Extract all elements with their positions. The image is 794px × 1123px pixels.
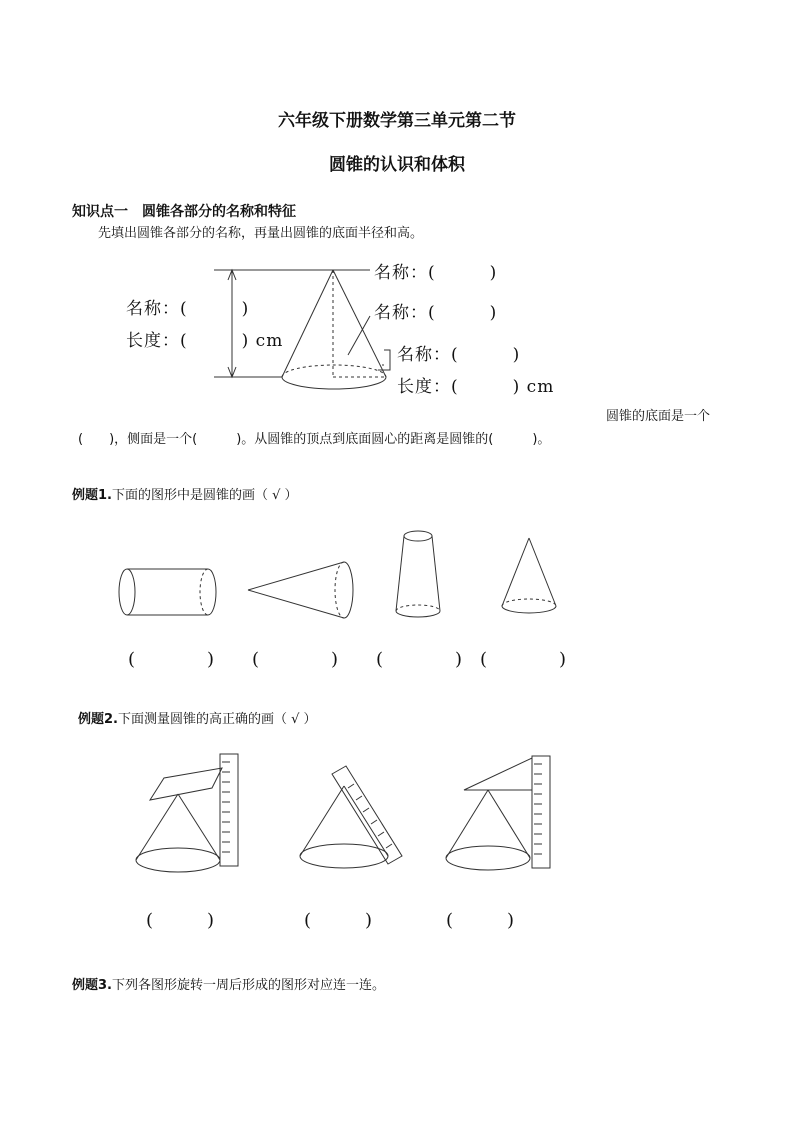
instruction-text: 先填出圆锥各部分的名称，再量出圆锥的底面半径和高。: [98, 226, 424, 241]
example2-number: 2.: [104, 712, 118, 727]
example3-text: 下列各图形旋转一周后形成的图形对应连一连。: [112, 978, 386, 993]
example1-answer-1[interactable]: ( ): [128, 649, 215, 670]
measure-figure-1: [136, 754, 238, 872]
example2-answer-1[interactable]: ( ): [146, 910, 215, 931]
example2-label: 例题: [78, 712, 105, 727]
example2-answer-2[interactable]: ( ): [304, 910, 373, 931]
measure-figure-2: [300, 766, 402, 868]
measure-figure-3: [446, 756, 550, 870]
example1-number: 1.: [98, 488, 112, 503]
page-subtitle: 圆锥的认识和体积: [329, 155, 465, 175]
example2-text: 下面测量圆锥的高正确的画（ √ ）: [118, 712, 317, 727]
label-name-mid: 名称：( ): [374, 303, 498, 323]
example1-text: 下面的图形中是圆锥的画（ √ ）: [112, 488, 298, 503]
page-title: 六年级下册数学第三单元第二节: [278, 111, 516, 131]
example1-answer-2[interactable]: ( ): [252, 649, 339, 670]
example2-answer-3[interactable]: ( ): [446, 910, 515, 931]
fill-sentence-line1: 圆锥的底面是一个: [606, 409, 711, 424]
example3-prompt: [72, 974, 385, 993]
example1-answer-3[interactable]: ( ): [376, 649, 463, 670]
label-length-left: 长度：( ) cm: [126, 331, 284, 351]
section-heading: 知识点一 圆锥各部分的名称和特征: [72, 204, 296, 220]
label-name-bottom: 名称：( ): [397, 345, 521, 365]
example1-answer-4[interactable]: ( ): [480, 649, 567, 670]
label-name-top: 名称：( ): [374, 263, 498, 283]
example3-number: 3.: [98, 978, 112, 993]
example3-label: 例题: [72, 978, 99, 993]
label-length-bottom: 长度：( ) cm: [397, 377, 555, 397]
example1-label: 例题: [72, 488, 99, 503]
label-name-left: 名称：( ): [126, 299, 250, 319]
fill-sentence-line2: ( )，侧面是一个( )。从圆锥的顶点到底面圆心的距离是圆锥的( )。: [78, 432, 551, 447]
